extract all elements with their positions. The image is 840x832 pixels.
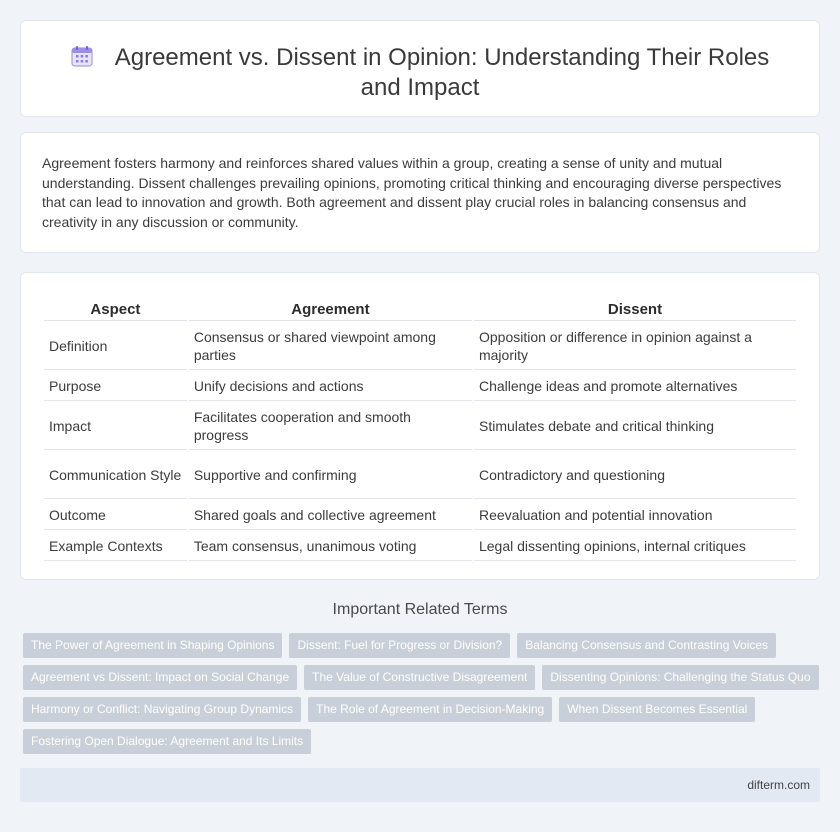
site-name[interactable]: difterm.com <box>747 778 810 792</box>
table-cell-dissent: Opposition or difference in opinion against a majority <box>474 323 796 370</box>
page-title-text: Agreement vs. Dissent in Opinion: Understanding Their Roles and Impact <box>114 44 770 101</box>
tag-row <box>23 729 823 761</box>
table-cell-dissent: Stimulates debate and critical thinking <box>474 403 796 450</box>
table-cell-dissent: Challenge ideas and promote alternatives <box>474 372 796 401</box>
table-header-row <box>44 297 796 321</box>
column-header-aspect: Aspect <box>44 297 187 321</box>
related-terms-heading: Important Related Terms <box>332 601 508 618</box>
table-cell-agreement: Consensus or shared viewpoint among parties <box>189 323 472 370</box>
column-header-agreement: Agreement <box>189 297 472 321</box>
related-term-tag[interactable]: Dissent: Fuel for Progress or Division? <box>289 633 510 658</box>
table-cell-agreement: Team consensus, unanimous voting <box>189 532 472 561</box>
column-header-dissent: Dissent <box>474 297 796 321</box>
intro-card <box>20 132 820 253</box>
table-cell-aspect: Definition <box>44 323 187 370</box>
table-cell-aspect: Outcome <box>44 501 187 530</box>
table-cell-aspect: Purpose <box>44 372 187 401</box>
table-cell-agreement: Unify decisions and actions <box>189 372 472 401</box>
comparison-table <box>42 295 798 563</box>
table-cell-aspect: Communication Style <box>44 452 187 499</box>
table-row <box>44 323 796 370</box>
tag-row <box>23 633 823 665</box>
related-term-tag[interactable]: The Value of Constructive Disagreement <box>304 665 535 690</box>
tag-row <box>23 665 823 697</box>
table-cell-agreement: Shared goals and collective agreement <box>189 501 472 530</box>
related-term-tag[interactable]: The Power of Agreement in Shaping Opinions <box>23 633 282 658</box>
related-term-tag[interactable]: When Dissent Becomes Essential <box>559 697 755 722</box>
related-term-tag[interactable]: Fostering Open Dialogue: Agreement and Its Limits <box>23 729 311 754</box>
table-cell-aspect: Impact <box>44 403 187 450</box>
table-row <box>44 452 796 499</box>
table-cell-agreement: Supportive and confirming <box>189 452 472 499</box>
calendar-icon <box>71 45 93 67</box>
footer-bar <box>20 768 820 802</box>
table-cell-aspect: Example Contexts <box>44 532 187 561</box>
intro-paragraph: Agreement fosters harmony and reinforces shared values within a group, creating a sense of unity and mutual understanding. Dissent challenges prevailing opinions, promoting critical thinking and encouraging diverse perspectives that can lead to innovation and growth. Both agreement and dissent play crucial roles in balancing consensus and creativity in any discussion or community. <box>42 155 782 230</box>
title-card <box>20 20 820 117</box>
table-row <box>44 372 796 401</box>
table-cell-dissent: Contradictory and questioning <box>474 452 796 499</box>
table-row <box>44 532 796 561</box>
page-title <box>21 43 819 103</box>
table-cell-agreement: Facilitates cooperation and smooth progress <box>189 403 472 450</box>
related-term-tag[interactable]: Balancing Consensus and Contrasting Voices <box>517 633 776 658</box>
related-term-tag[interactable]: The Role of Agreement in Decision-Making <box>308 697 552 722</box>
related-term-tag[interactable]: Agreement vs Dissent: Impact on Social Change <box>23 665 297 690</box>
table-row <box>44 501 796 530</box>
comparison-card <box>20 272 820 580</box>
table-cell-dissent: Legal dissenting opinions, internal critiques <box>474 532 796 561</box>
table-row <box>44 403 796 450</box>
related-term-tag[interactable]: Dissenting Opinions: Challenging the Status Quo <box>542 665 818 690</box>
related-terms-list <box>23 633 823 761</box>
related-term-tag[interactable]: Harmony or Conflict: Navigating Group Dynamics <box>23 697 301 722</box>
tag-row <box>23 697 823 729</box>
table-cell-dissent: Reevaluation and potential innovation <box>474 501 796 530</box>
